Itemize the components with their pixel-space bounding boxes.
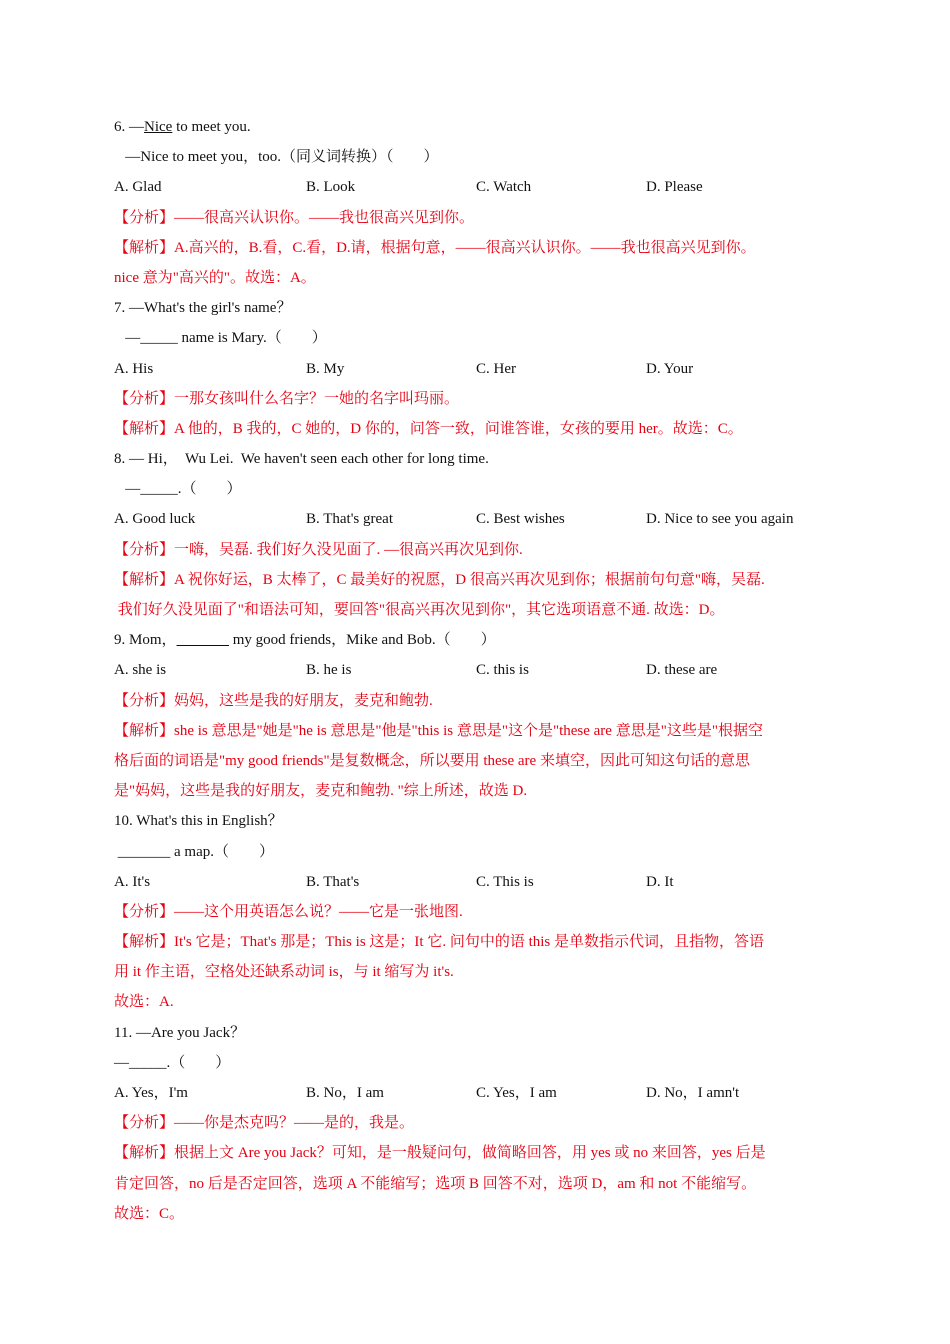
- question-8: [114, 444, 844, 625]
- stem-text: —_____.（ ）: [114, 481, 242, 498]
- option-d: D. Nice to see you again: [646, 511, 794, 528]
- explanation-text: 【解析】A 祝你好运，B 太棒了，C 最美好的祝愿，D 很高兴再次见到你；根据前句句意"嗨，吴磊.: [114, 571, 765, 588]
- explanation-text: nice 意为"高兴的"。故选：A。: [114, 269, 316, 286]
- underlined-text: [177, 632, 230, 648]
- option-a: A. Glad: [114, 179, 162, 196]
- explanation-text: 【解析】A 他的，B 我的，C 她的，D 你的，问答一致，问谁答谁，女孩的要用 her。故选：C。: [114, 420, 743, 437]
- option-b: B. That's great: [306, 511, 393, 528]
- option-a: A. His: [114, 360, 154, 377]
- option-d: D. Please: [646, 179, 703, 196]
- option-a: A. Good luck: [114, 511, 196, 528]
- option-a: A. It's: [114, 873, 151, 890]
- stem-text: to meet you.: [172, 119, 251, 135]
- answer-options: [114, 504, 844, 534]
- question-stem: [114, 142, 844, 172]
- option-a: A. she is: [114, 662, 167, 679]
- stem-text: 8. — Hi， Wu Lei. We haven't seen each other for long time.: [114, 451, 489, 468]
- document-page: [114, 112, 844, 1229]
- question-stem: [114, 625, 844, 655]
- explanation-text: 故选：C。: [114, 1205, 185, 1222]
- question-11: [114, 1018, 844, 1229]
- stem-text: 10. What's this in English？: [114, 813, 283, 830]
- question-6: [114, 112, 844, 293]
- option-d: D. Your: [646, 360, 694, 377]
- stem-text: 7. —What's the girl's name？: [114, 300, 292, 317]
- analysis-text: 【分析】妈妈，这些是我的好朋友，麦克和鲍勃.: [114, 692, 433, 709]
- option-c: C. Yes，I am: [476, 1085, 557, 1101]
- option-d: D. No，I amn't: [646, 1085, 740, 1101]
- option-c: C. This is: [476, 873, 534, 890]
- question-stem: [114, 1048, 844, 1078]
- explanation-text: 我们好久没见面了"和语法可知，要回答"很高兴再次见到你"，其它选项语意不通. 故选：D。: [114, 602, 725, 618]
- explanation-text: 故选：A.: [114, 994, 174, 1011]
- question-stem: [114, 323, 844, 353]
- stem-text: —Nice to meet you，too.（同义词转换）（ ）: [114, 149, 439, 166]
- option-b: B. he is: [306, 662, 352, 679]
- option-d: D. these are: [646, 662, 718, 679]
- question-stem: [114, 112, 844, 142]
- answer-options: [114, 1078, 844, 1108]
- analysis-text: 【分析】一那女孩叫什么名字？一她的名字叫玛丽。: [114, 390, 460, 407]
- analysis-text: 【分析】——这个用英语怎么说？——它是一张地图.: [114, 903, 463, 920]
- option-d: D. It: [646, 873, 674, 890]
- analysis-text: 【分析】——很高兴认识你。——我也很高兴见到你。: [114, 209, 475, 226]
- stem-text: _______ a map.（ ）: [114, 843, 274, 860]
- question-stem: [114, 474, 844, 504]
- explanation-text: 肯定回答，no 后是否定回答，选项 A 不能缩写；选项 B 回答不对，选项 D，am 和 not 不能缩写。: [114, 1175, 757, 1192]
- answer-options: [114, 655, 844, 685]
- option-b: B. That's: [306, 873, 360, 890]
- question-9: [114, 625, 844, 806]
- question-stem: [114, 444, 844, 474]
- question-stem: [114, 806, 844, 836]
- option-b: B. No，I am: [306, 1085, 384, 1101]
- question-10: [114, 806, 844, 1017]
- answer-options: [114, 172, 844, 202]
- explanation-text: 【解析】根据上文 Are you Jack？可知，是一般疑问句，做简略回答，用 yes 或 no 来回答，yes 后是: [114, 1145, 766, 1162]
- answer-options: [114, 867, 844, 897]
- explanation-text: 【解析】she is 意思是"她是"he is 意思是"他是"this is 意思是"这个是"these are 意思是"这些是"根据空: [114, 722, 763, 739]
- stem-text: 6. —: [114, 119, 144, 135]
- option-c: C. this is: [476, 662, 529, 679]
- option-b: B. Look: [306, 179, 356, 196]
- question-stem: [114, 293, 844, 323]
- explanation-text: 格后面的词语是"my good friends"是复数概念，所以要用 these are 来填空，因此可知这句话的意思: [114, 752, 750, 769]
- option-c: C. Best wishes: [476, 511, 565, 528]
- underlined-text: Nice: [144, 119, 173, 135]
- stem-text: 9. Mom，: [114, 632, 177, 649]
- stem-text: 11. —Are you Jack？: [114, 1024, 246, 1041]
- question-7: [114, 293, 844, 444]
- analysis-text: 【分析】一嗨，吴磊. 我们好久没见面了. —很高兴再次见到你.: [114, 541, 523, 558]
- option-b: B. My: [306, 360, 345, 377]
- analysis-text: 【分析】——你是杰克吗？——是的，我是。: [114, 1115, 415, 1132]
- explanation-text: 【解析】A.高兴的，B.看，C.看，D.请，根据句意，——很高兴认识你。——我也很高兴见到你。: [114, 239, 756, 256]
- stem-text: —_____ name is Mary.（ ）: [114, 330, 327, 347]
- explanation-text: 用 it 作主语，空格处还缺系动词 is，与 it 缩写为 it's.: [114, 964, 454, 981]
- stem-text: my good friends，Mike and Bob.（ ）: [229, 632, 496, 649]
- stem-text: —_____.（ ）: [114, 1054, 231, 1071]
- answer-options: [114, 354, 844, 384]
- option-c: C. Her: [476, 360, 516, 377]
- option-a: A. Yes，I'm: [114, 1085, 188, 1101]
- explanation-text: 是"妈妈，这些是我的好朋友，麦克和鲍勃. "综上所述，故选 D.: [114, 783, 528, 800]
- question-stem: [114, 1018, 844, 1048]
- question-stem: [114, 837, 844, 867]
- explanation-text: 【解析】It's 它是；That's 那是；This is 这是；It 它. 问句中的语 this 是单数指示代词，且指物，答语: [114, 934, 764, 951]
- option-c: C. Watch: [476, 179, 532, 196]
